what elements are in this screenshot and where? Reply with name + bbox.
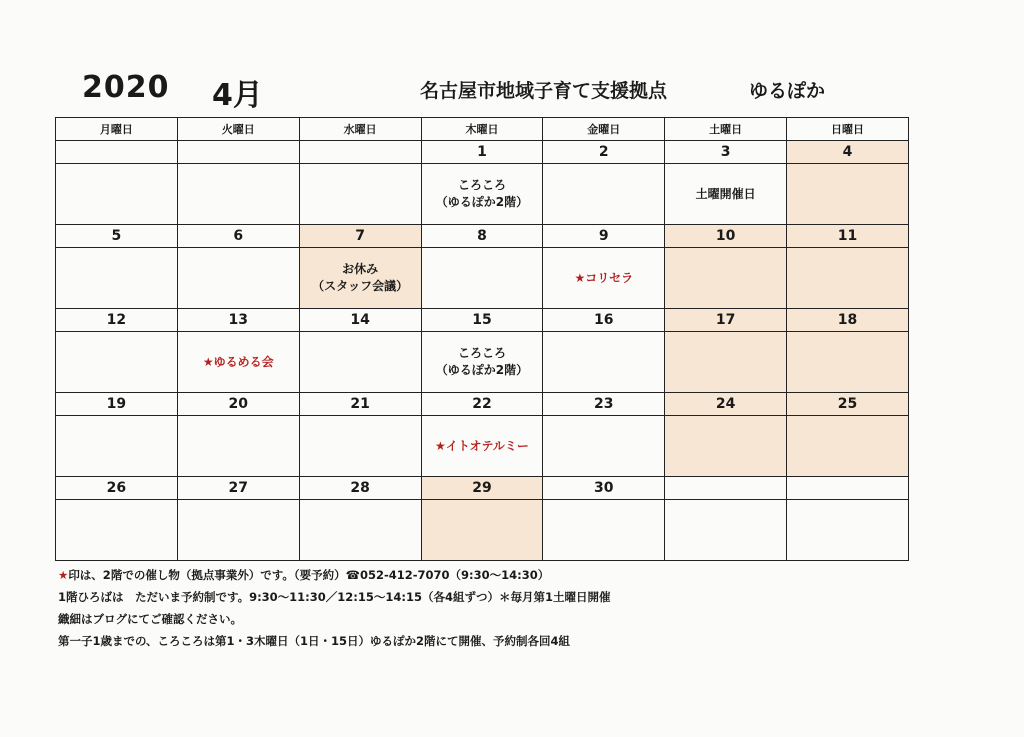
week-2-dates [56,225,909,248]
event-text-special: ★ゆるめる会 [202,354,274,369]
date-cell [299,141,421,164]
date-cell: 28 [299,477,421,500]
week-5-dates [56,477,909,500]
date-cell: 8 [421,225,543,248]
event-cell [543,500,665,561]
calendar-month: 4月 [212,78,263,113]
date-cell: 16 [543,309,665,332]
date-cell-closed: 17 [665,309,787,332]
event-text: （ゆるぽか2階） [435,195,529,209]
event-cell [56,500,178,561]
date-cell-closed: 25 [787,393,909,416]
event-cell [56,416,178,477]
event-text: 土曜開催日 [695,186,756,201]
week-5-events [56,500,909,561]
date-cell: 14 [299,309,421,332]
week-4-events [56,416,909,477]
event-cell [56,164,178,225]
weekday-wed: 水曜日 [299,118,421,141]
date-cell: 5 [56,225,178,248]
footnotes [58,564,611,652]
event-cell [299,500,421,561]
event-cell-closed [787,416,909,477]
date-cell-closed: 24 [665,393,787,416]
organization-name: 名古屋市地域子育て支援拠点 [420,80,668,102]
calendar-grid [55,117,909,561]
event-text: お休み [342,262,379,276]
event-cell [421,416,543,477]
brand-name: ゆるぽか [749,80,826,102]
date-cell [177,141,299,164]
week-4-dates [56,393,909,416]
event-cell [665,500,787,561]
event-cell [543,248,665,309]
date-cell-closed: 11 [787,225,909,248]
weekday-header-row [56,118,909,141]
date-cell: 12 [56,309,178,332]
date-cell: 3 [665,141,787,164]
event-cell [787,500,909,561]
event-cell-closed [665,332,787,393]
weekday-sun: 日曜日 [787,118,909,141]
event-cell-closed [421,500,543,561]
event-cell-closed [787,332,909,393]
date-cell: 26 [56,477,178,500]
date-cell: 22 [421,393,543,416]
date-cell-closed: 10 [665,225,787,248]
note-line-4: 第一子1歳までの、ころころは第1・3木曜日（1日・15日）ゆるぽか2階にて開催、予約制各回4組 [58,634,571,648]
event-cell [177,332,299,393]
weekday-mon: 月曜日 [56,118,178,141]
date-cell: 20 [177,393,299,416]
event-cell-closed [299,248,421,309]
week-3-events [56,332,909,393]
event-cell [177,248,299,309]
event-cell-closed [665,248,787,309]
event-cell [665,164,787,225]
date-cell-closed: 18 [787,309,909,332]
event-cell [299,416,421,477]
event-text: ころころ [457,178,506,192]
date-cell: 30 [543,477,665,500]
date-cell: 27 [177,477,299,500]
date-cell: 2 [543,141,665,164]
event-cell [177,164,299,225]
date-cell: 21 [299,393,421,416]
event-cell [56,248,178,309]
date-cell: 6 [177,225,299,248]
date-cell: 9 [543,225,665,248]
event-cell [56,332,178,393]
date-cell: 13 [177,309,299,332]
event-cell [299,332,421,393]
weekday-sat: 土曜日 [665,118,787,141]
date-cell: 19 [56,393,178,416]
event-cell [543,332,665,393]
event-cell [177,416,299,477]
event-cell [543,416,665,477]
weekday-thu: 木曜日 [421,118,543,141]
event-text: （スタッフ会議） [312,279,409,293]
note-line-1 [58,564,611,586]
event-cell [299,164,421,225]
date-cell-closed: 7 [299,225,421,248]
event-cell [421,248,543,309]
event-cell [421,164,543,225]
date-cell: 23 [543,393,665,416]
date-cell-closed: 29 [421,477,543,500]
calendar-year: 2020 [82,70,170,105]
date-cell: 15 [421,309,543,332]
note-line-3: 織細はブログにてご確認ください。 [58,612,242,626]
week-1-dates [56,141,909,164]
event-text-special: ★イトオテルミー [435,438,529,453]
note-line-2: 1階ひろばは ただいま予約制です。9:30～11:30／12:15～14:15（各4組ずつ）＊毎月第1土曜日開催 [58,590,611,604]
date-cell-closed: 4 [787,141,909,164]
event-cell-closed [665,416,787,477]
week-1-events [56,164,909,225]
week-3-dates [56,309,909,332]
star-icon: ★ [58,568,69,582]
date-cell [787,477,909,500]
event-cell-closed [787,164,909,225]
week-2-events [56,248,909,309]
date-cell [665,477,787,500]
event-text: ころころ [457,346,506,360]
date-cell: 1 [421,141,543,164]
weekday-tue: 火曜日 [177,118,299,141]
event-cell [543,164,665,225]
event-text: （ゆるぽか2階） [435,363,529,377]
event-text-special: ★コリセラ [574,270,634,285]
event-cell [421,332,543,393]
event-cell [177,500,299,561]
date-cell [56,141,178,164]
event-cell-closed [787,248,909,309]
weekday-fri: 金曜日 [543,118,665,141]
note-text: 印は、2階での催し物（拠点事業外）です。（要予約）☎052-412-7070（9:30～14:30） [68,568,550,582]
